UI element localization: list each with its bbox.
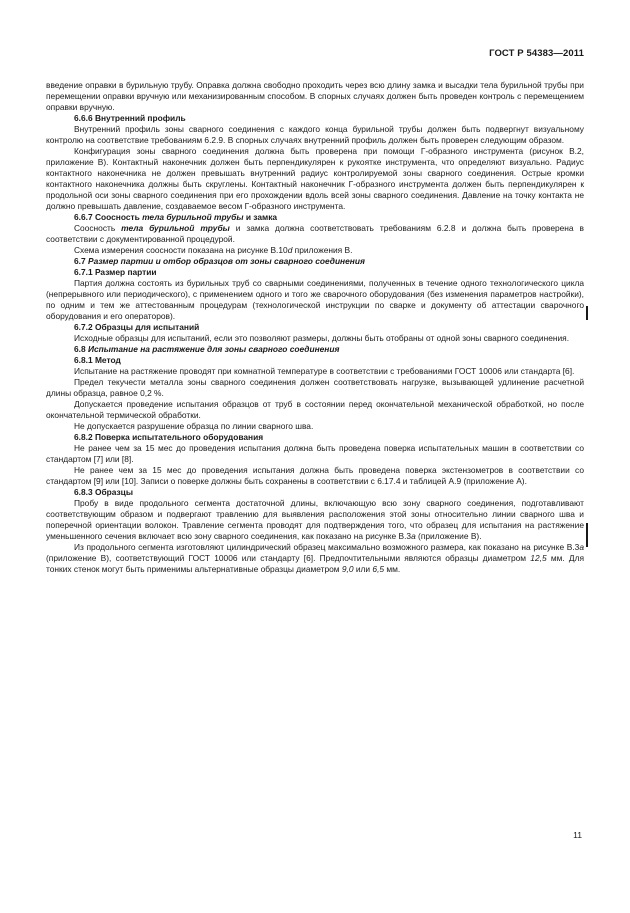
text-run: 6.8	[74, 344, 88, 354]
paragraph: Испытание на растяжение проводят при комнатной температуре в соответствии с требованиями ГОСТ 10006 или стандарта [6].	[74, 366, 575, 376]
text-run: а	[411, 531, 416, 541]
section-heading: 6.8.3 Образцы	[74, 487, 133, 497]
section-heading	[46, 212, 584, 223]
text-run: Размер партии и отбор образцов от зоны сварного соединения	[87, 256, 365, 266]
text-run: d	[287, 245, 293, 255]
text-run: тела бурильной трубы	[142, 212, 244, 222]
revision-bar	[586, 306, 588, 320]
text-run: Соосность	[74, 223, 122, 233]
section-heading: 6.8.2 Поверка испытательного оборудования	[74, 432, 264, 442]
text-run: мм.	[384, 564, 401, 574]
paragraph: Внутренний профиль зоны сварного соединения с каждого конца бурильной трубы должен быть подвергнут визуальному контролю на соответствие требованиям 6.2.9. В спорных случаях внутренний профиль должен быть проверен следующим образом.	[46, 124, 584, 145]
text-run: мм. Для тонких стенок могут быть применимы альтернативные образцы диаметром	[46, 553, 584, 574]
page-number: 11	[573, 830, 582, 840]
paragraph: Конфигурация зоны сварного соединения должна быть проверена при помощи Г-образного инструмента (рисунок В.2, приложение В). Контактный наконечник должен быть перпендикулярен к рукоятке инструмента, что определяют визуально. Радиус контактного наконечника не должен превышать внутренний радиус контролируемой зоны сварного соединения. Острые кромки контактного наконечника должны быть скруглены. Контактный наконечник Г-образного инструмента должен быть перпендикулярен к продольной оси зоны сварного соединения при его прохождении вдоль всей зоны сварного соединения. Давление на точку контакта не должно превышать давление, создаваемое весом Г-образного инструмента.	[46, 146, 584, 211]
paragraph: Исходные образцы для испытаний, если это позволяют размеры, должны быть отобраны от одной зоны сварного соединения.	[74, 333, 570, 343]
text-run: 6,5	[372, 564, 385, 574]
paragraph: введение оправки в бурильную трубу. Оправка должна свободно проходить через всю длину замка и высадки тела бурильной трубы при перемещении оправки вручную или механизированным способом. В спорных случаях должен быть проведен контроль с перемещением оправки вручную.	[46, 80, 584, 112]
text-run: (приложение В), соответствующий ГОСТ 10006 или стандарту [6]. Предпочтительными являются образцы диаметром	[46, 553, 531, 563]
text-run: или	[353, 564, 373, 574]
text-run: тела бурильной трубы	[121, 223, 230, 233]
text-run: 12,5	[530, 553, 547, 563]
paragraph: Не ранее чем за 15 мес до проведения испытания должна быть проведена поверка испытательных машин в соответствии со стандартом [7] или [8].	[46, 443, 584, 464]
document-header: ГОСТ Р 54383—2011	[489, 48, 584, 59]
paragraph: Допускается проведение испытания образцов от труб в состоянии перед окончательной механической обработкой, но после окончательной термической обработки.	[46, 399, 584, 420]
paragraph	[46, 223, 584, 245]
document-body	[46, 80, 584, 575]
paragraph: Не допускается разрушение образца по линии сварного шва.	[74, 421, 314, 431]
paragraph	[46, 245, 584, 256]
paragraph	[46, 498, 584, 542]
paragraph: Не ранее чем за 15 мес до проведения испытания должна быть проведена поверка экстензометров в соответствии со стандартом [9] или [10]. Записи о поверке должны быть сохранены в соответствии с 6.17.4 и таблицей А.9 (приложение А).	[46, 465, 584, 486]
section-heading: 6.7.1 Размер партии	[74, 267, 157, 277]
text-run: Испытание на растяжение для зоны сварного соединения	[87, 344, 340, 354]
revision-bar	[586, 523, 588, 547]
text-run: а	[579, 542, 584, 552]
paragraph: Партия должна состоять из бурильных труб со сварными соединениями, полученных в течение одного технологического цикла (непрерывного или периодического), с применением одного и того же сварочного оборудования (без изменения параметров настройки), по одним и тем же аттестованным процедурам (технологической инструкции по сварке и документу об аттестации сварочного оборудования и его операторов).	[46, 278, 584, 321]
section-heading: 6.7.2 Образцы для испытаний	[74, 322, 200, 332]
text-run: и замка должна соответствовать требованиям 6.2.8 и должна быть проверена в соответствии с документированной процедурой.	[46, 223, 584, 244]
text-run: Пробу в виде продольного сегмента достаточной длины, включающую всю зону сварного соединения, подготавливают соответствующим образом и подвергают травлению для выявления расположения этой зоны относительно линии сварного шва и поперечной ориентации волокон. Травление сегмента проводят для подтверждения того, что образец для испытания на растяжение уменьшенного сечения включает всю зону сварного соединения, как показано на рисунке В.3	[46, 498, 584, 541]
text-run: 9,0	[341, 564, 354, 574]
paragraph	[46, 542, 584, 575]
text-run: 6.6.7 Соосность	[74, 212, 143, 222]
text-run: приложения В.	[292, 245, 353, 255]
text-run: 6.7	[74, 256, 88, 266]
text-run: Схема измерения соосности показана на рисунке В.10	[74, 245, 288, 255]
text-run: (приложение В).	[415, 531, 482, 541]
section-heading: 6.8.1 Метод	[74, 355, 121, 365]
section-heading: 6.6.6 Внутренний профиль	[74, 113, 186, 123]
section-heading	[46, 344, 584, 355]
text-run: и замка	[243, 212, 278, 222]
text-run: Из продольного сегмента изготовляют цилиндрический образец максимально возможного размера, как показано на рисунке В.3	[74, 542, 580, 552]
paragraph: Предел текучести металла зоны сварного соединения должен соответствовать нагрузке, вызывающей удлинение расчетной длины образца, равное 0,2 %.	[46, 377, 584, 398]
section-heading	[46, 256, 584, 267]
